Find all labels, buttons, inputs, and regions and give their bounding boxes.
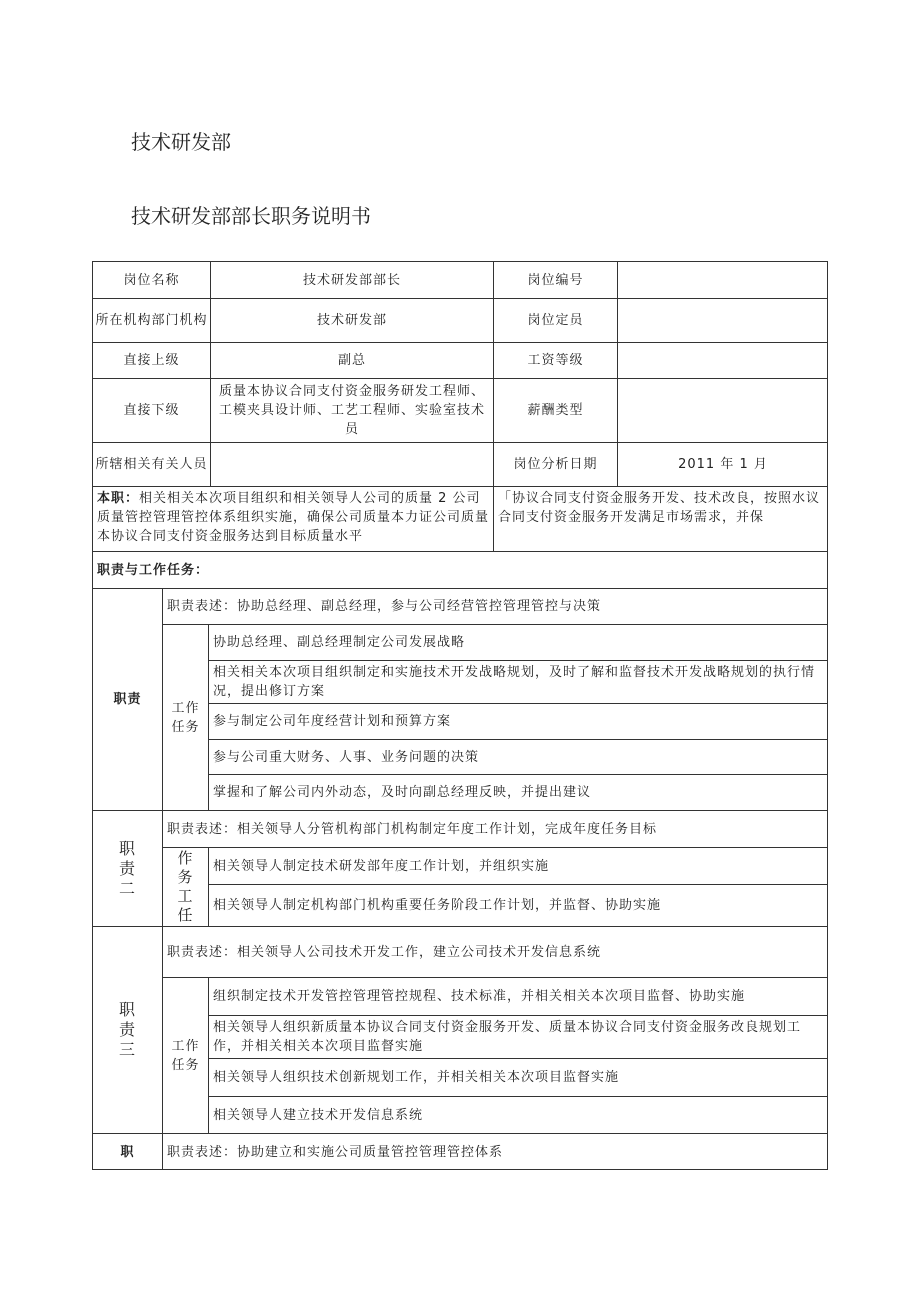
duty2-task-label: 作务工任: [162, 847, 208, 926]
salary-type-value: [617, 378, 828, 442]
pos-name-label: 岗位名称: [92, 261, 210, 298]
doc-title: 技术研发部部长职务说明书: [131, 204, 371, 228]
duty1-task: 参与公司重大财务、人事、业务问题的决策: [208, 739, 828, 774]
duty3-statement: 职责表述：相关领导人公司技术开发工作，建立公司技术开发信息系统: [162, 926, 828, 977]
subordinate-value: 质量本协议合同支付资金服务研发工程师、工模夹具设计师、工艺工程师、实验室技术员: [210, 378, 493, 442]
duty2-task: 相关领导人制定机构部门机构重要任务阶段工作计划，并监督、协助实施: [208, 884, 828, 926]
duty3-task: 相关领导人建立技术开发信息系统: [208, 1096, 828, 1133]
dept-title: 技术研发部: [131, 130, 231, 154]
duty3-task: 相关领导人组织新质量本协议合同支付资金服务开发、质量本协议合同支付资金服务改良规划工作，并相关相关本次项目监督实施: [208, 1015, 828, 1058]
staffing-value: [617, 298, 828, 342]
grade-value: [617, 342, 828, 378]
salary-type-label: 薪酬类型: [493, 378, 617, 442]
dept-value: 技术研发部: [210, 298, 493, 342]
duties-header: 职责与工作任务：: [92, 551, 828, 588]
summary-left-label: 本职：: [97, 491, 140, 506]
duty1-statement: 职责表述：协助总经理、副总经理，参与公司经营管控管理管控与决策: [162, 588, 828, 624]
analysis-date-label: 岗位分析日期: [493, 442, 617, 486]
duty3-label: 职责三: [92, 926, 162, 1133]
grade-label: 工资等级: [493, 342, 617, 378]
duty3-task: 组织制定技术开发管控管理管控规程、技术标准，并相关相关本次项目监督、协助实施: [208, 977, 828, 1015]
duty2-statement: 职责表述：相关领导人分管机构部门机构制定年度工作计划，完成年度任务目标: [162, 810, 828, 847]
staffing-label: 岗位定员: [493, 298, 617, 342]
duty3-task: 相关领导人组织技术创新规划工作，并相关相关本次项目监督实施: [208, 1058, 828, 1096]
duty1-task: 相关相关本次项目组织制定和实施技术开发战略规划，及时了解和监督技术开发战略规划的执行情况，提出修订方案: [208, 660, 828, 703]
superior-label: 直接上级: [92, 342, 210, 378]
duty4-statement: 职责表述：协助建立和实施公司质量管控管理管控体系: [162, 1133, 828, 1170]
duty1-task: 参与制定公司年度经营计划和预算方案: [208, 703, 828, 739]
duty1-task: 掌握和了解公司内外动态，及时向副总经理反映，并提出建议: [208, 774, 828, 810]
summary-right: 「协议合同支付资金服务开发、技术改良，按照水议合同支付资金服务开发满足市场需求，并保: [493, 486, 828, 551]
duty2-task: 相关领导人制定技术研发部年度工作计划，并组织实施: [208, 847, 828, 884]
dept-label: 所在机构部门机构: [92, 298, 210, 342]
summary-left-text: 相关相关本次项目组织和相关领导人公司的质量 2 公司质量管控管理管控体系组织实施，确保公司质量本力证公司质量本协议合同支付资金服务达到目标质量水平: [97, 491, 490, 544]
duty1-label: 职责: [92, 588, 162, 810]
related-value: [210, 442, 493, 486]
pos-name-value: 技术研发部部长: [210, 261, 493, 298]
duty2-label: 职责二: [92, 810, 162, 926]
duty1-task: 协助总经理、副总经理制定公司发展战略: [208, 624, 828, 660]
pos-code-value: [617, 261, 828, 298]
analysis-date-value: 2011 年 1 月: [617, 442, 828, 486]
superior-value: 副总: [210, 342, 493, 378]
duty1-task-label: 工作任务: [162, 624, 208, 810]
pos-code-label: 岗位编号: [493, 261, 617, 298]
duty4-label: 职: [92, 1133, 162, 1170]
subordinate-label: 直接下级: [92, 378, 210, 442]
related-label: 所辖相关有关人员: [92, 442, 210, 486]
duty3-task-label: 工作任务: [162, 977, 208, 1133]
summary-left: [92, 486, 493, 551]
